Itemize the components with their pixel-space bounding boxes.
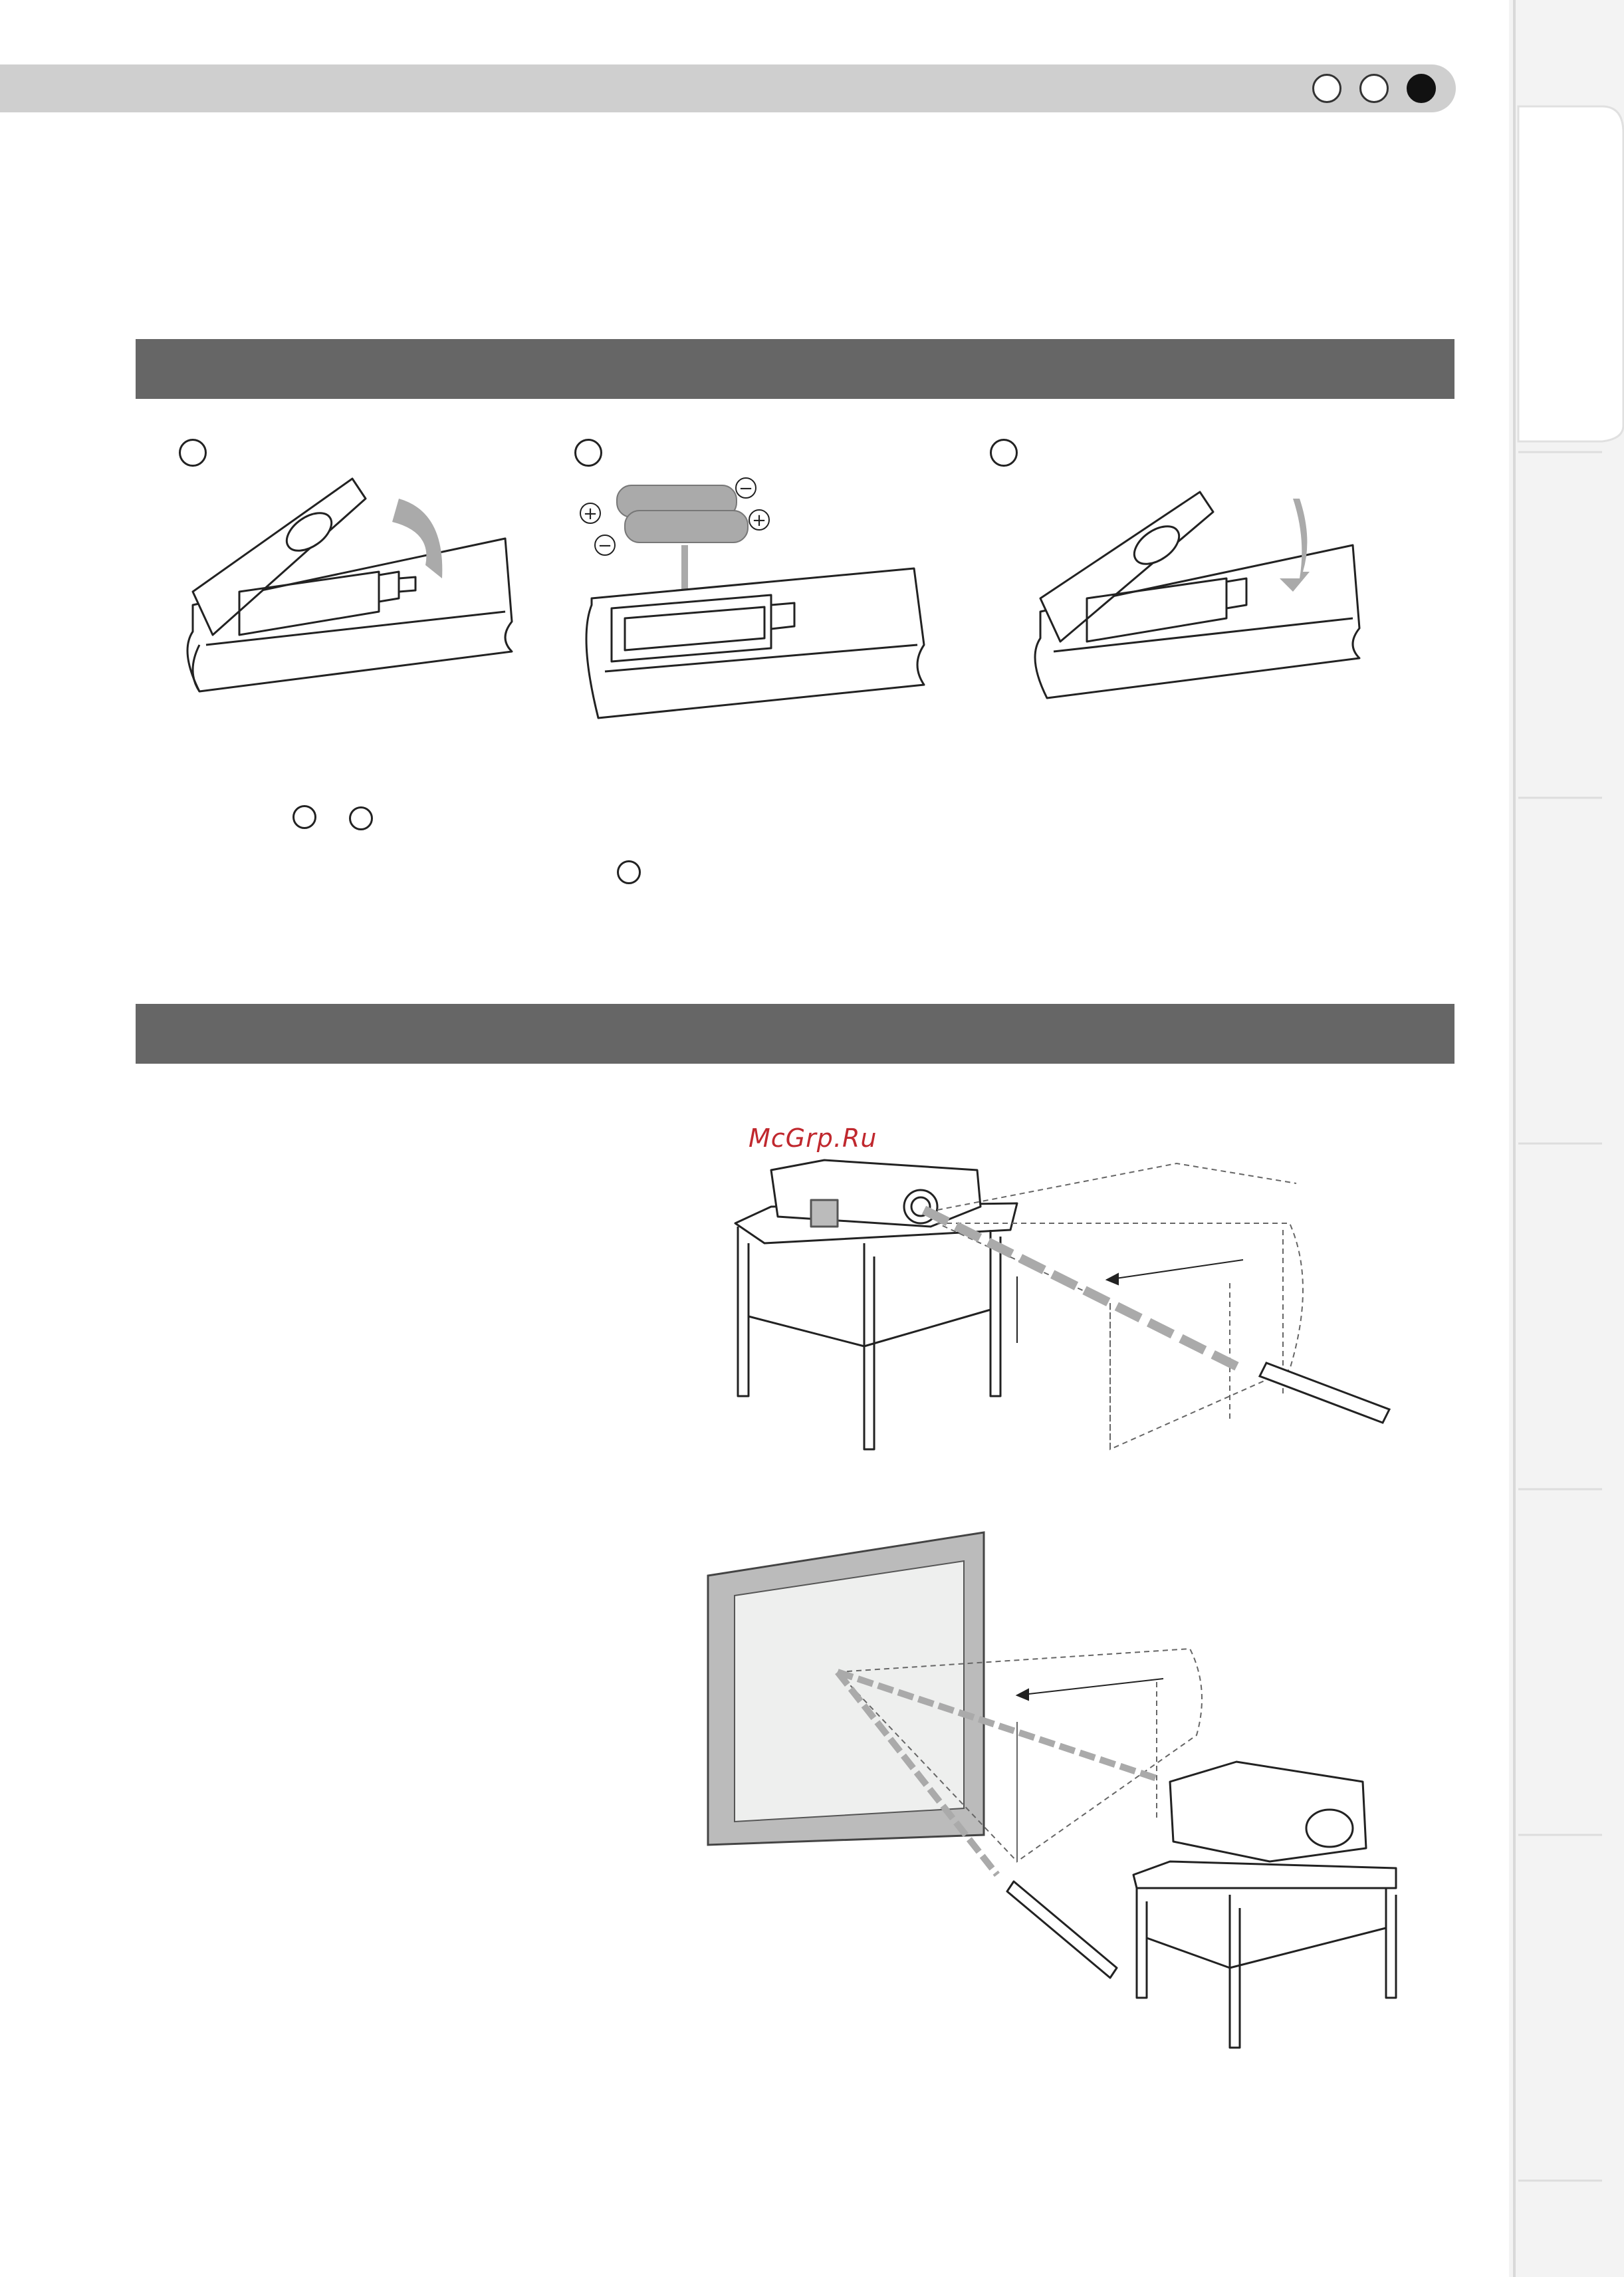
page-indicator-dot-1 xyxy=(1312,74,1341,103)
section-header-battery xyxy=(136,339,1454,399)
polarity-plus-1: + xyxy=(583,504,598,524)
section-header-operating-range xyxy=(136,1004,1454,1064)
inline-step-marker-3 xyxy=(617,860,641,884)
step-marker-3 xyxy=(990,439,1018,467)
polarity-minus-1: − xyxy=(739,479,753,499)
inline-step-marker-2 xyxy=(349,806,373,830)
header-bar xyxy=(0,64,1456,112)
remote-insert-batteries-illustration xyxy=(578,472,937,725)
projector-remote-range-screen-illustration xyxy=(705,1529,1409,2054)
step-marker-1 xyxy=(179,439,207,467)
page-indicator-dot-2 xyxy=(1359,74,1389,103)
polarity-minus-2: − xyxy=(598,536,612,556)
remote-battery-cover-open-illustration xyxy=(179,472,525,705)
inline-step-marker-1 xyxy=(292,805,316,829)
step-marker-2 xyxy=(574,439,602,467)
side-tab-strip xyxy=(1509,0,1624,2277)
watermark-text: McGrp.Ru xyxy=(749,1124,877,1153)
page-indicator-dot-3 xyxy=(1407,74,1436,103)
projector-remote-range-front-illustration xyxy=(725,1143,1423,1463)
remote-battery-cover-close-illustration xyxy=(1027,479,1373,711)
polarity-plus-2: + xyxy=(752,511,766,531)
